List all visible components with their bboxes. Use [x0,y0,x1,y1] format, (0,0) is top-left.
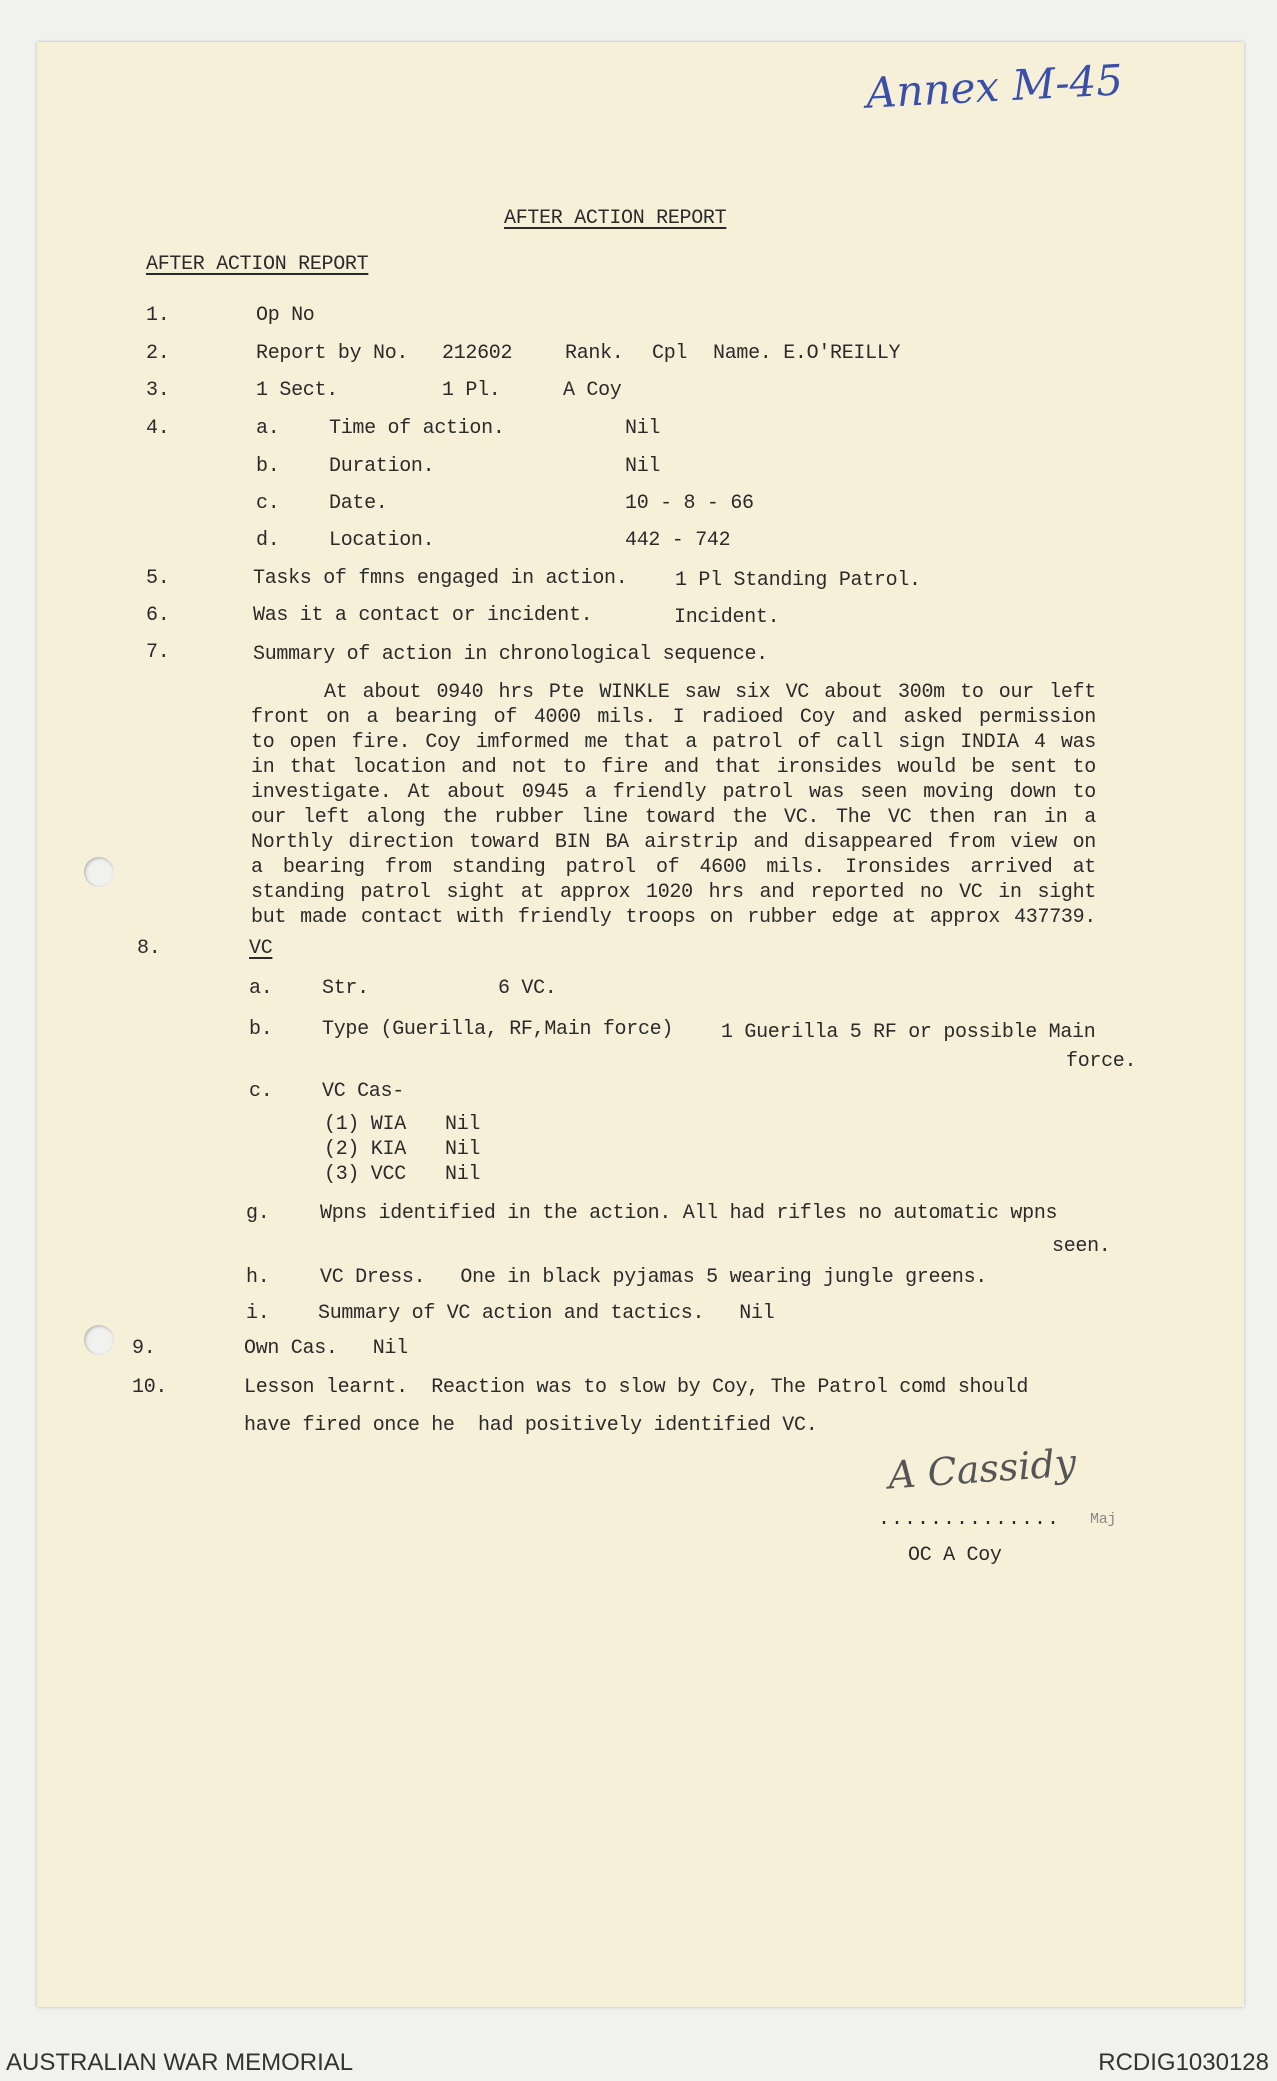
lesson-text: Lesson learnt. Reaction was to slow by Coy, The Patrol comd should [244,1376,1029,1399]
location-value: 442 - 742 [625,529,731,552]
cas-kia-value: Nil [445,1138,481,1161]
sub-letter: a. [256,417,280,440]
section-value: 1 Sect. [256,379,338,402]
report-by-label: Report by No. [256,342,409,365]
signature: A Cassidy [886,1440,1078,1498]
summary-paragraph [251,680,1096,930]
cas-kia-label: (2) KIA [324,1138,406,1161]
item-number: 1. [146,304,170,327]
date-label: Date. [329,492,388,515]
punch-hole [84,857,114,887]
signature-rank: Maj [1090,1511,1117,1528]
rank-label: Rank. [565,342,624,365]
punch-hole [84,1325,114,1355]
item-number: 6. [146,604,170,627]
sub-letter: b. [249,1018,273,1041]
sub-letter: c. [249,1080,273,1103]
footer-archive-name: AUSTRALIAN WAR MEMORIAL [6,2049,354,2076]
cas-wia-value: Nil [445,1113,481,1136]
sub-letter: h. [246,1266,270,1289]
summary-line: standing patrol sight at approx 1020 hrs and reported no VC in sight [251,881,1096,904]
tasks-label: Tasks of fmns engaged in action. [253,567,628,590]
vc-heading: VC [249,937,273,960]
weapons-text-cont: seen. [1052,1235,1111,1258]
platoon-value: 1 Pl. [442,379,501,402]
duration-label: Duration. [329,455,435,478]
strength-label: Str. [322,977,369,1000]
vc-cas-label: VC Cas- [322,1080,404,1103]
type-value-cont: force. [1066,1050,1137,1073]
summary-label: Summary of action in chronological sequence. [253,643,768,666]
op-no-label: Op No [256,304,315,327]
contact-label: Was it a contact or incident. [253,604,593,627]
item-number: 9. [132,1337,156,1360]
item-number: 3. [146,379,170,402]
summary-line: in that location and not to fire and that ironsides would be sent to [251,756,1096,779]
footer-record-id: RCDIG1030128 [1098,2049,1269,2076]
summary-line: At about 0940 hrs Pte WINKLE saw six VC about 300m to our left [324,681,1096,704]
page-title: AFTER ACTION REPORT [504,207,727,230]
sub-letter: g. [246,1202,270,1225]
cas-vcc-value: Nil [445,1163,481,1186]
sub-letter: a. [249,977,273,1000]
cas-vcc-label: (3) VCC [324,1163,406,1186]
date-value: 10 - 8 - 66 [625,492,754,515]
type-label: Type (Guerilla, RF,Main force) [322,1018,674,1041]
summary-line: investigate. At about 0945 a friendly patrol was seen moving down to [251,781,1096,804]
sub-letter: d. [256,529,280,552]
item-number: 2. [146,342,170,365]
item-number: 7. [146,641,170,664]
sub-letter: i. [246,1302,270,1325]
summary-line: Northly direction toward BIN BA airstrip and disappeared from view on [251,831,1096,854]
weapons-text: Wpns identified in the action. All had rifles no automatic wpns [320,1202,1058,1225]
location-label: Location. [329,529,435,552]
own-cas-text: Own Cas. Nil [244,1337,408,1360]
signature-line: .............. [878,1508,1061,1531]
service-number: 212602 [442,342,513,365]
vc-dress-text: VC Dress. One in black pyjamas 5 wearing jungle greens. [320,1266,988,1289]
time-label: Time of action. [329,417,505,440]
duration-value: Nil [625,455,661,478]
sub-letter: b. [256,455,280,478]
summary-line: our left along the rubber line toward the VC. The VC then ran in a [251,806,1096,829]
handwritten-annex-note: Annex M-45 [864,55,1125,118]
summary-line: a bearing from standing patrol of 4600 mils. Ironsides arrived at [251,856,1096,879]
item-number: 10. [132,1376,168,1399]
tasks-value: 1 Pl Standing Patrol. [675,569,921,592]
section-heading: AFTER ACTION REPORT [146,253,369,276]
summary-line: to open fire. Coy imformed me that a patrol of call sign INDIA 4 was [251,731,1096,754]
strength-value: 6 VC. [498,977,557,1000]
company-value: A Coy [563,379,622,402]
contact-value: Incident. [674,606,780,629]
time-value: Nil [625,417,661,440]
summary-line: front on a bearing of 4000 mils. I radioed Coy and asked permission [251,706,1096,729]
lesson-text-cont: have fired once he had positively identified VC. [244,1414,818,1437]
cas-wia-label: (1) WIA [324,1113,406,1136]
sub-letter: c. [256,492,280,515]
item-number: 5. [146,567,170,590]
item-number: 8. [137,937,161,960]
summary-line: but made contact with friendly troops on rubber edge at approx 437739. [251,906,1096,929]
name-value: Name. E.O'REILLY [713,342,901,365]
signature-title: OC A Coy [908,1544,1002,1567]
tactics-text: Summary of VC action and tactics. Nil [318,1302,775,1325]
type-value: 1 Guerilla 5 RF or possible Main [721,1021,1096,1044]
rank-value: Cpl [652,342,688,365]
item-number: 4. [146,417,170,440]
